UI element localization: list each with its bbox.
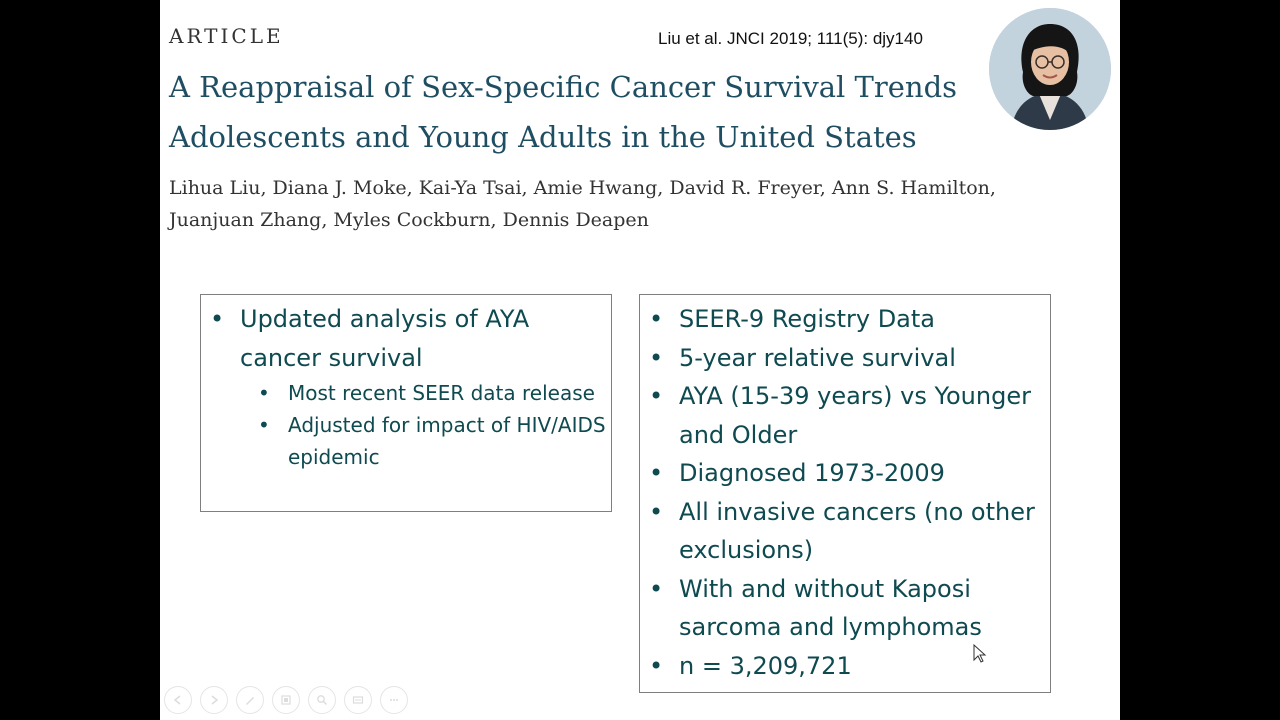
citation: Liu et al. JNCI 2019; 111(5): djy140 — [658, 29, 923, 48]
previous-icon[interactable] — [164, 686, 192, 714]
pen-icon[interactable] — [236, 686, 264, 714]
authors-line-1: Lihua Liu, Diana J. Moke, Kai-Ya Tsai, Amie Hwang, David R. Freyer, Ann S. Hamilton, — [169, 177, 996, 199]
article-title — [169, 62, 999, 162]
analysis-bullet: • Updated analysis of AYA cancer survival — [201, 300, 611, 377]
slides-icon[interactable] — [272, 686, 300, 714]
more-icon[interactable] — [380, 686, 408, 714]
mouse-cursor-icon — [973, 644, 987, 668]
authors-line-2: Juanjuan Zhang, Myles Cockburn, Dennis Deapen — [169, 209, 649, 231]
methods-list — [640, 300, 1050, 685]
methods-box — [639, 294, 1051, 693]
methods-bullet-2: • 5-year relative survival — [640, 339, 1050, 378]
analysis-list — [201, 300, 611, 377]
analysis-subbullet-1: • Most recent SEER data release — [201, 377, 611, 409]
methods-bullet-3: • AYA (15-39 years) vs Younger and Older — [640, 377, 1050, 454]
methods-bullet-4: • Diagnosed 1973-2009 — [640, 454, 1050, 493]
methods-bullet-5: • All invasive cancers (no other exclusions) — [640, 493, 1050, 570]
title-line-2: Adolescents and Young Adults in the United States — [169, 120, 917, 154]
subtitles-icon[interactable] — [344, 686, 372, 714]
author-list — [169, 172, 1099, 236]
next-icon[interactable] — [200, 686, 228, 714]
methods-bullet-1: • SEER-9 Registry Data — [640, 300, 1050, 339]
analysis-sublist — [201, 377, 611, 473]
zoom-icon[interactable] — [308, 686, 336, 714]
methods-bullet-7: • n = 3,209,721 — [640, 647, 1050, 686]
slide — [160, 0, 1120, 720]
slideshow-controls — [164, 686, 408, 714]
title-line-1: A Reappraisal of Sex-Specific Cancer Survival Trends — [169, 70, 958, 104]
analysis-box — [200, 294, 612, 512]
analysis-subbullet-2: • Adjusted for impact of HIV/AIDS epidemic — [201, 409, 611, 473]
article-label: ARTICLE — [169, 24, 284, 48]
methods-bullet-6: • With and without Kaposi sarcoma and lymphomas — [640, 570, 1050, 647]
author-photo — [989, 8, 1111, 130]
